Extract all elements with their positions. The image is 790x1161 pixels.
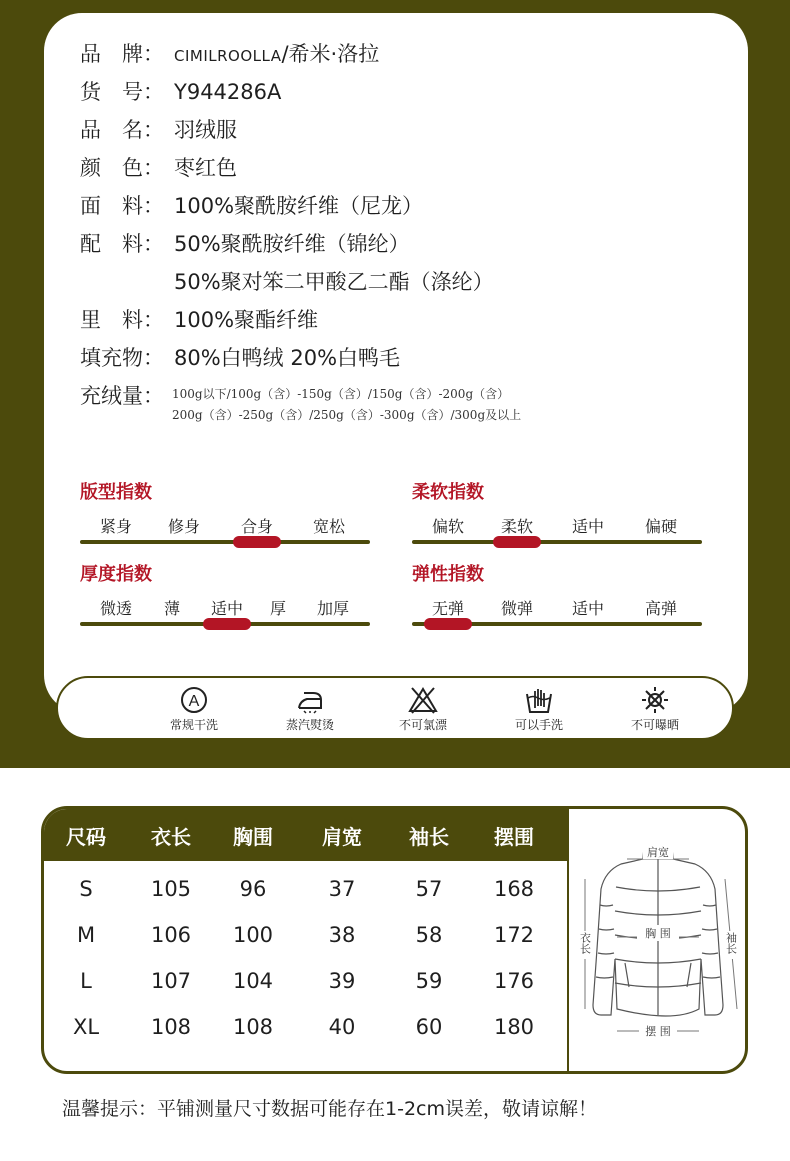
svg-text:A: A	[188, 693, 200, 710]
product-name-row	[80, 114, 237, 144]
color-row	[80, 152, 237, 182]
index-option-elasticity: 高弹	[644, 599, 678, 618]
care-label: 不可氯漂	[398, 718, 447, 732]
size-cell: XL	[72, 1015, 100, 1039]
size-cell: 59	[415, 969, 443, 993]
size-cell: 100	[232, 923, 274, 947]
index-option-softness: 偏软	[431, 517, 465, 536]
size-cell: 172	[493, 923, 535, 947]
item-no-value: Y944286A	[174, 80, 282, 104]
index-marker-fit	[233, 536, 281, 548]
care-instructions-bar	[56, 676, 734, 740]
index-option-thickness: 适中	[210, 599, 244, 618]
size-cell: 39	[328, 969, 356, 993]
no-sun-icon	[640, 686, 670, 714]
care-label: 蒸汽熨烫	[285, 718, 334, 732]
size-cell: 105	[150, 877, 192, 901]
care-no-sun	[605, 686, 705, 733]
size-cell: 60	[415, 1015, 443, 1039]
color-label: 颜 色：	[80, 156, 164, 180]
product-name-value: 羽绒服	[174, 118, 237, 142]
item-no-row	[80, 76, 281, 106]
accessory-label: 配 料：	[80, 232, 164, 256]
fill-amount-line-1: 100g以下/100g（含）-150g（含）/150g（含）-200g（含）	[172, 387, 510, 401]
index-option-elasticity: 适中	[571, 599, 605, 618]
index-option-softness: 适中	[571, 517, 605, 536]
size-table-header	[44, 809, 568, 861]
fabric-label: 面 料：	[80, 194, 164, 218]
fabric-value: 100%聚酰胺纤维（尼龙）	[174, 194, 424, 218]
fill-amount-values	[172, 384, 521, 426]
size-cell: 58	[415, 923, 443, 947]
size-chart	[41, 806, 748, 1074]
color-value: 枣红色	[174, 156, 237, 180]
index-marker-softness	[493, 536, 541, 548]
size-cell: 106	[150, 923, 192, 947]
index-option-fit: 合身	[240, 517, 274, 536]
care-steam-iron	[260, 686, 360, 733]
brand-label: 品 牌：	[80, 42, 164, 66]
size-cell: 168	[493, 877, 535, 901]
size-cell: 96	[239, 877, 267, 901]
size-col-header: 衣长	[151, 825, 191, 849]
care-hand-wash	[489, 686, 589, 733]
index-option-fit: 修身	[167, 517, 201, 536]
diagram-sleeve-label: 袖长	[724, 932, 738, 954]
no-bleach-icon	[408, 686, 438, 714]
fill-amount-label: 充绒量：	[80, 384, 164, 408]
accessory-value-2: 50%聚对笨二甲酸乙二酯（涤纶）	[174, 270, 494, 294]
lining-value: 100%聚酯纤维	[174, 308, 319, 332]
jacket-diagram	[569, 809, 748, 1074]
index-option-elasticity: 微弹	[500, 599, 534, 618]
brand-cn: /希米·洛拉	[281, 42, 380, 66]
steam-iron-icon	[295, 686, 325, 714]
care-label: 不可曝晒	[630, 718, 679, 732]
filling-row	[80, 342, 400, 372]
index-option-elasticity: 无弹	[431, 599, 465, 618]
lining-row	[80, 304, 318, 334]
diagram-hem-label: 摆 围	[645, 1025, 671, 1038]
filling-label: 填充物：	[80, 346, 164, 370]
index-option-fit: 宽松	[312, 517, 346, 536]
care-dry-clean	[144, 686, 244, 733]
size-col-header: 胸围	[233, 825, 273, 849]
diagram-length-label: 衣长	[578, 932, 592, 954]
fill-amount-row	[80, 380, 174, 410]
size-cell: 107	[150, 969, 192, 993]
diagram-shoulder-label: 肩宽	[647, 846, 669, 859]
index-option-softness: 偏硬	[644, 517, 678, 536]
index-title-thickness: 厚度指数	[80, 564, 152, 585]
size-col-header: 摆围	[494, 825, 534, 849]
size-cell: 104	[232, 969, 274, 993]
care-label: 可以手洗	[514, 718, 563, 732]
dry-clean-icon	[179, 686, 209, 714]
accessory-row	[80, 228, 410, 258]
size-col-header: 尺码	[66, 825, 106, 849]
index-title-softness: 柔软指数	[412, 482, 484, 503]
size-col-header: 肩宽	[322, 825, 362, 849]
index-option-fit: 紧身	[99, 517, 133, 536]
brand-latin: CIMILROOLLA	[174, 47, 282, 65]
fabric-row	[80, 190, 423, 220]
size-cell: 37	[328, 877, 356, 901]
size-cell: 176	[493, 969, 535, 993]
index-option-softness: 柔软	[500, 517, 534, 536]
index-option-thickness: 加厚	[316, 599, 350, 618]
size-cell: 40	[328, 1015, 356, 1039]
size-cell: 38	[328, 923, 356, 947]
size-cell: 57	[415, 877, 443, 901]
brand-row	[80, 38, 379, 68]
size-cell: 108	[232, 1015, 274, 1039]
size-col-header: 袖长	[409, 825, 449, 849]
measurement-note: 温馨提示：平铺测量尺寸数据可能存在1-2cm误差，敬请谅解！	[62, 1098, 597, 1120]
product-name-label: 品 名：	[80, 118, 164, 142]
care-no-bleach	[373, 686, 473, 733]
fill-amount-line-2: 200g（含）-250g（含）/250g（含）-300g（含）/300g及以上	[172, 408, 522, 422]
index-option-thickness: 薄	[163, 599, 181, 618]
item-no-label: 货 号：	[80, 80, 164, 104]
index-marker-thickness	[203, 618, 251, 630]
index-title-fit: 版型指数	[80, 482, 152, 503]
size-cell: M	[76, 923, 96, 947]
index-title-elasticity: 弹性指数	[412, 564, 484, 585]
diagram-chest-label: 胸 围	[645, 927, 671, 940]
hand-wash-icon	[524, 686, 554, 714]
care-label: 常规干洗	[169, 718, 218, 732]
index-track-softness	[412, 540, 702, 544]
size-cell: L	[80, 969, 92, 993]
size-cell: 180	[493, 1015, 535, 1039]
index-marker-elasticity	[424, 618, 472, 630]
index-option-thickness: 微透	[99, 599, 133, 618]
index-track-fit	[80, 540, 370, 544]
size-cell: 108	[150, 1015, 192, 1039]
size-cell: S	[79, 877, 93, 901]
lining-label: 里 料：	[80, 308, 164, 332]
accessory-value-1: 50%聚酰胺纤维（锦纶）	[174, 232, 410, 256]
index-option-thickness: 厚	[269, 599, 287, 618]
filling-value: 80%白鸭绒 20%白鸭毛	[174, 346, 401, 370]
